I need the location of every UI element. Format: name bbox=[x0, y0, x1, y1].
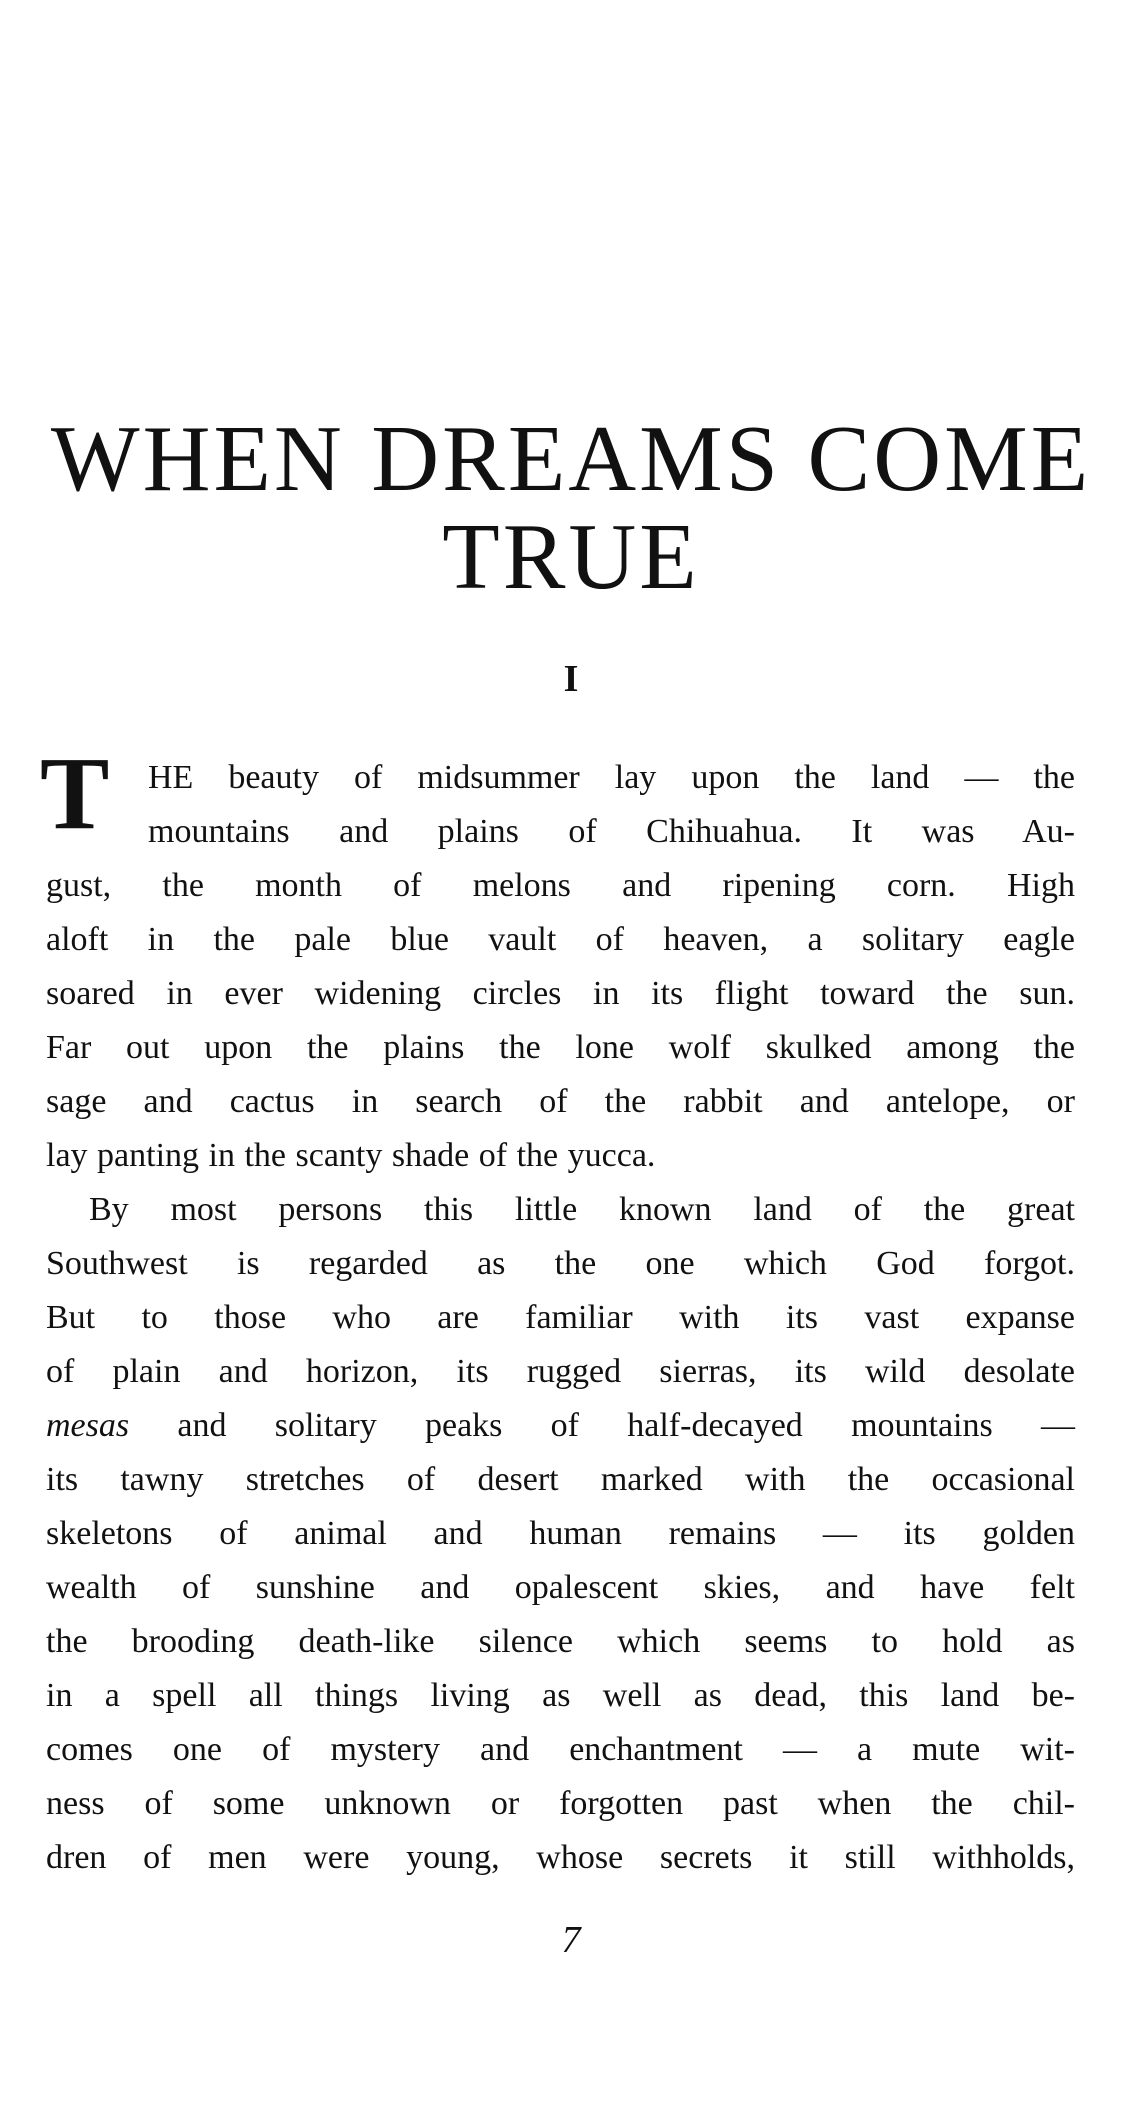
paragraph-1-line: gust, the month of melons and ripening corn. High bbox=[46, 867, 1075, 904]
paragraph-2-line: wealth of sunshine and opalescent skies, and have felt bbox=[46, 1569, 1075, 1606]
paragraph-1-line: sage and cactus in search of the rabbit and antelope, or bbox=[46, 1083, 1075, 1120]
paragraph-1-line: mountains and plains of Chihuahua. It was Au- bbox=[148, 813, 1075, 850]
paragraph-2-line: ness of some unknown or forgotten past when the chil- bbox=[46, 1785, 1075, 1822]
paragraph-1-line: Far out upon the plains the lone wolf skulked among the bbox=[46, 1029, 1075, 1066]
paragraph-1-line: HE beauty of midsummer lay upon the land — the bbox=[148, 759, 1075, 796]
chapter-title-line-1: WHEN DREAMS COME bbox=[50, 407, 1092, 511]
paragraph-2-line bbox=[46, 1406, 1075, 1446]
page-number: 7 bbox=[561, 1919, 581, 1961]
chapter-number: I bbox=[563, 658, 579, 700]
paragraph-2-line: dren of men were young, whose secrets it still withholds, bbox=[46, 1839, 1075, 1876]
paragraph-2-line: the brooding death-like silence which seems to hold as bbox=[46, 1623, 1075, 1660]
paragraph-2-line: of plain and horizon, its rugged sierras, its wild desolate bbox=[46, 1353, 1075, 1390]
paragraph-1-line: soared in ever widening circles in its flight toward the sun. bbox=[46, 975, 1075, 1012]
drop-cap: T bbox=[40, 736, 110, 851]
paragraph-1-line: lay panting in the scanty shade of the yucca. bbox=[46, 1137, 656, 1174]
paragraph-2-line: comes one of mystery and enchantment — a mute wit- bbox=[46, 1731, 1075, 1768]
paragraph-2-line: its tawny stretches of desert marked with the occasional bbox=[46, 1461, 1075, 1498]
paragraph-2-line: in a spell all things living as well as dead, this land be- bbox=[46, 1677, 1075, 1714]
paragraph-2-line: Southwest is regarded as the one which God forgot. bbox=[46, 1245, 1075, 1282]
paragraph-2-line: By most persons this little known land of the great bbox=[89, 1191, 1075, 1228]
chapter-title-line-2: TRUE bbox=[442, 505, 700, 609]
paragraph-2-line: skeletons of animal and human remains — its golden bbox=[46, 1515, 1075, 1552]
paragraph-2-line: But to those who are familiar with its vast expanse bbox=[46, 1299, 1075, 1336]
paragraph-1-line: aloft in the pale blue vault of heaven, a solitary eagle bbox=[46, 921, 1075, 958]
italic-word: mesas bbox=[46, 1407, 130, 1444]
line-text: and solitary peaks of half-decayed mountains — bbox=[129, 1407, 1075, 1444]
